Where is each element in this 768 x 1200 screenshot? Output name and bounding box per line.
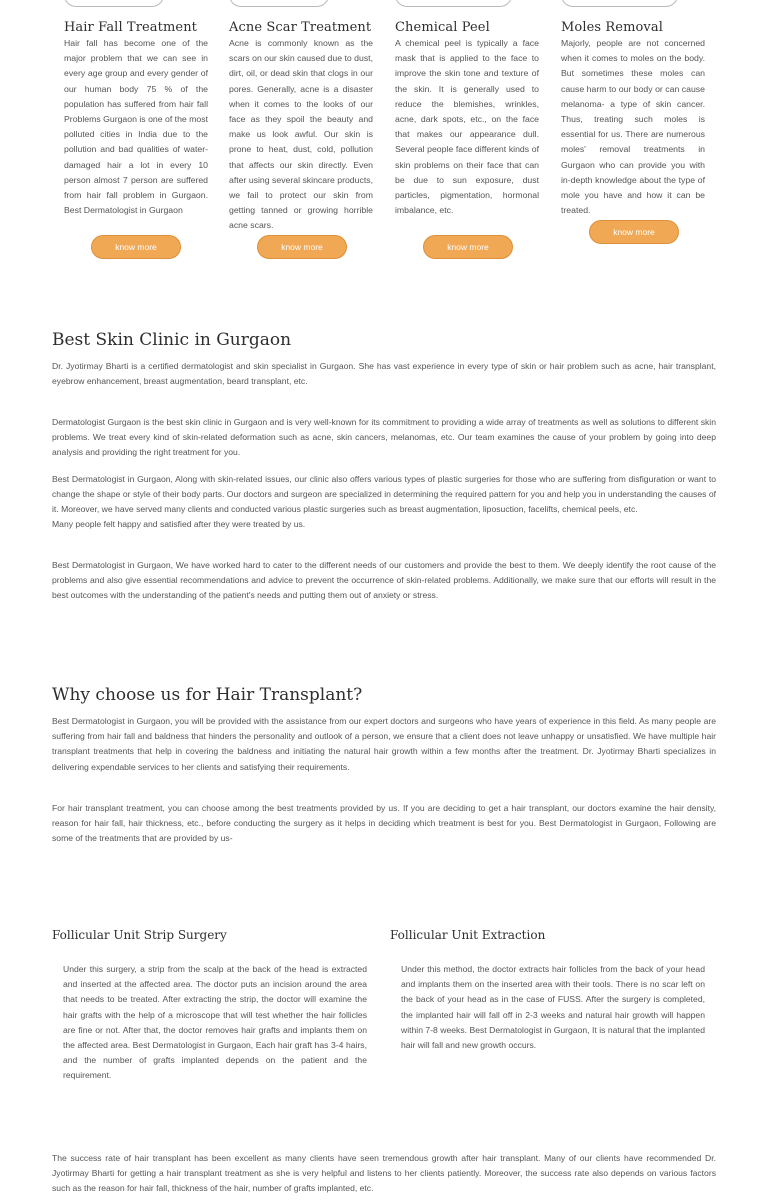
know-more-button[interactable]: know more: [257, 235, 347, 259]
method-text-fuss: Under this surgery, a strip from the scalp at the back of the head is extracted and inserted at the affected area. The doctor puts an incision around the area that needs to be treated. After extracting the strip, the doctor will examine the hair grafts with the help of a microscope that will test whether the hair follicles are fine or not. After that, the doctor removes hair grafts and implants them on the affected area. Best Dermatologist in Gurgaon, Each hair graft has 3-4 hairs, and the number of grafts implanted depends on the patient and the requirement.: [63, 964, 367, 1081]
card-image-frame: [64, 0, 164, 7]
card-image-frame: [561, 0, 678, 7]
know-more-button[interactable]: know more: [91, 235, 181, 259]
clinic-paragraph-2: Dermatologist Gurgaon is the best skin clinic in Gurgaon and is very well-known for its commitment to providing a wide array of treatments as well as solutions to different skin problems. We treat every kind of skin-related deformation such as acne, skin cancers, melanomas, etc. Our team examines the cause of your problem by going into deep analysis and providing the right treatment for you.: [52, 417, 716, 458]
card-title: Hair Fall Treatment: [64, 20, 197, 35]
clinic-heading: Best Skin Clinic in Gurgaon: [52, 330, 292, 350]
method-title-fuss: Follicular Unit Strip Surgery: [52, 928, 227, 942]
method-text-fue: Under this method, the doctor extracts hair follicles from the back of your head and implants them on the inserted area with their tools. There is no scar left on the back of your head as in the case of FUSS. After the surgery is completed, the implanted hair will fall off in 2-3 weeks and natural hair growth will happen within 7-8 weeks. Best Dermatologist in Gurgaon, It is natural that the implanted hair will fall and new growth occurs.: [401, 964, 705, 1051]
know-more-button[interactable]: know more: [589, 220, 679, 244]
clinic-paragraph-4: Best Dermatologist in Gurgaon, We have worked hard to cater to the different needs of our customers and provide the best to them. We deeply identify the root cause of the problems and also give essential recommendations and advice to prevent the occurrence of skin-related problems. Additionally, we make sure that our efforts will result in the best outcomes with the understanding of the patient's needs and putting them out of anxiety or stress.: [52, 560, 716, 601]
success-paragraph: The success rate of hair transplant has been excellent as many clients have seen tremendous growth after hair transplant. Many of our clients have recommended Dr. Jyotirmay Bharti for getting a hair transplant treatment as she is very helpful and listens to her clients patiently. Moreover, the success rate also depends on various factors such as the reason for hair fall, thickness of the hair, number of grafts implanted, etc.: [52, 1153, 716, 1194]
card-text: A chemical peel is typically a face mask that is applied to the face to improve the skin tone and texture of the skin. It is generally used to reduce the blemishes, wrinkles, acne, dark spots, etc., on the face that makes our appearance dull. Several people face different kinds of skin problems on their face that can be due to sun exposure, dust particles, pigmentation, hormonal imbalance, etc.: [395, 38, 539, 216]
clinic-paragraph-3: Best Dermatologist in Gurgaon, Along with skin-related issues, our clinic also offers various types of plastic surgeries for those who are suffering from disfiguration or want to change the shape or style of their body parts. Our doctors and surgeon are specialized in determining the required pattern for you and help you in understanding the causes of it. Moreover, we have served many clients and conducted various plastic surgeries such as breast augmentation, liposuction, facelifts, chemical peels, etc.: [52, 474, 716, 515]
hair-paragraph-1: Best Dermatologist in Gurgaon, you will be provided with the assistance from our expert doctors and surgeons who have years of experience in this field. As many people are suffering from hair fall and baldness that hinders the personality and outlook of a person, we ensure that a client does not leave unhappy or unsatisfied. We have multiple hair transplant treatments that help in covering the baldness and initiating the natural hair growth within a few months after the treatment. Dr. Jyotirmay Bharti specializes in delivering expendable services to her clients and satisfying their requirements.: [52, 716, 716, 772]
card-text: Majorly, people are not concerned when it comes to moles on the body. But sometimes these moles can cause harm to our body or can cause melanoma- a type of skin cancer. Thus, treating such moles is essential for us. There are numerous moles' removal treatments in Gurgaon who can provide you with in-depth knowledge about the type of mole you have and how it can be treated.: [561, 38, 705, 216]
method-title-fue: Follicular Unit Extraction: [390, 928, 546, 942]
card-text: Hair fall has become one of the major problem that we can see in every age group and every gender of our human body 75 % of the population has suffered from hair fall Problems Gurgaon is one of the most polluted cities in India due to the pollution and bad qualities of water-damaged hair a lot in every 10 person almost 7 person are suffered from hair fall problem in Gurgaon. Best Dermatologist in Gurgaon: [64, 38, 208, 216]
hair-transplant-heading: Why choose us for Hair Transplant?: [52, 685, 363, 705]
card-title: Moles Removal: [561, 20, 663, 35]
hair-paragraph-2: For hair transplant treatment, you can choose among the best treatments provided by us. If you are deciding to get a hair transplant, our doctors examine the hair density, reason for hair fall, hair thickness, etc., before conducting the surgery as it helps in deciding which treatment is best for you. Best Dermatologist in Gurgaon, Following are some of the treatments that are provided by us-: [52, 803, 716, 844]
clinic-paragraph-1: Dr. Jyotirmay Bharti is a certified dermatologist and skin specialist in Gurgaon. She has vast experience in every type of skin or hair problem such as acne, hair transplant, eyebrow enhancement, breast augmentation, beard transplant, etc.: [52, 361, 716, 387]
card-title: Chemical Peel: [395, 20, 490, 35]
card-image-frame: [395, 0, 512, 7]
clinic-paragraph-3b: Many people felt happy and satisfied after they were treated by us.: [52, 519, 306, 529]
card-image-frame: [229, 0, 329, 7]
know-more-button[interactable]: know more: [423, 235, 513, 259]
card-title: Acne Scar Treatment: [229, 20, 372, 35]
card-text: Acne is commonly known as the scars on our skin caused due to dust, dirt, oil, or dead skin that clogs in our pores. Generally, acne is a disaster when it comes to the looks of our face as they spoil the beauty and make us look awful. Our skin is prone to heat, dust, cold, pollution that affects our skin directly. Even after using several skincare products, we fail to protect our skin from getting tanned or growing horrible acne scars.: [229, 38, 373, 231]
